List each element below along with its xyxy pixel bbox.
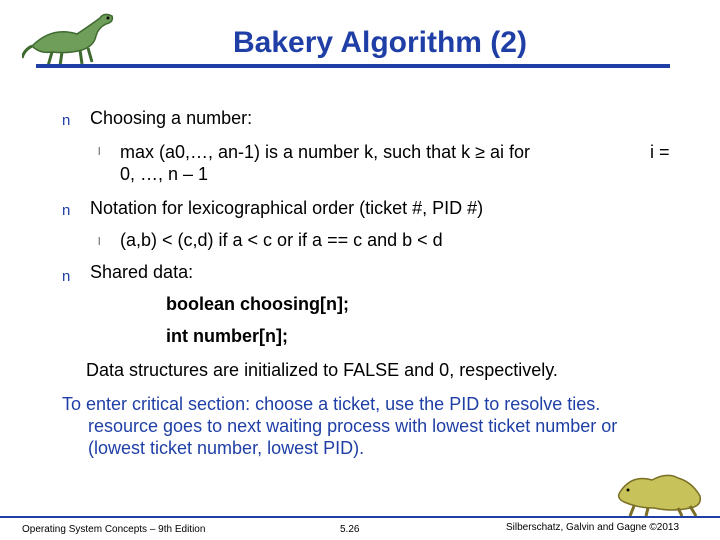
sub-bullet-marker: l bbox=[98, 236, 101, 248]
footer-copyright: Silberschatz, Galvin and Gagne ©2013 bbox=[506, 522, 680, 533]
footer-page-number: 5.26 bbox=[340, 524, 360, 535]
max-definition-line2: 0, …, n – 1 bbox=[120, 164, 209, 184]
code-number-array: int number[n]; bbox=[166, 326, 288, 346]
bullet-shared-data: Shared data: bbox=[90, 262, 194, 282]
max-definition-line1: max (a0,…, an-1) is a number k, such that k ≥ ai for bbox=[120, 142, 531, 162]
bullet-marker: n bbox=[62, 202, 71, 219]
code-choosing-array: boolean choosing[n]; bbox=[166, 294, 349, 314]
initialization-note: Data structures are initialized to FALSE and 0, respectively. bbox=[86, 360, 558, 380]
footer-divider bbox=[0, 516, 720, 518]
bullet-choosing-number: Choosing a number: bbox=[90, 108, 253, 128]
sub-bullet-marker: l bbox=[98, 146, 101, 158]
slide-title: Bakery Algorithm (2) bbox=[233, 26, 527, 59]
bullet-lexicographical-order: Notation for lexicographical order (ticket #, PID #) bbox=[90, 198, 484, 218]
critical-section-line2: resource goes to next waiting process with lowest ticket number or bbox=[88, 416, 618, 436]
title-divider bbox=[36, 64, 670, 68]
dinosaur-icon bbox=[22, 6, 142, 70]
bullet-marker: n bbox=[62, 112, 71, 129]
critical-section-line3: (lowest ticket number, lowest PID). bbox=[88, 438, 365, 458]
lexicographical-rule: (a,b) < (c,d) if a < c or if a == c and b < d bbox=[120, 230, 443, 250]
critical-section-line1: To enter critical section: choose a ticket, use the PID to resolve ties. bbox=[62, 394, 601, 414]
footer-course: Operating System Concepts – 9th Edition bbox=[22, 524, 206, 535]
dinosaur-icon bbox=[612, 462, 712, 518]
max-definition-tail: i = bbox=[650, 142, 670, 162]
bullet-marker: n bbox=[62, 268, 71, 285]
